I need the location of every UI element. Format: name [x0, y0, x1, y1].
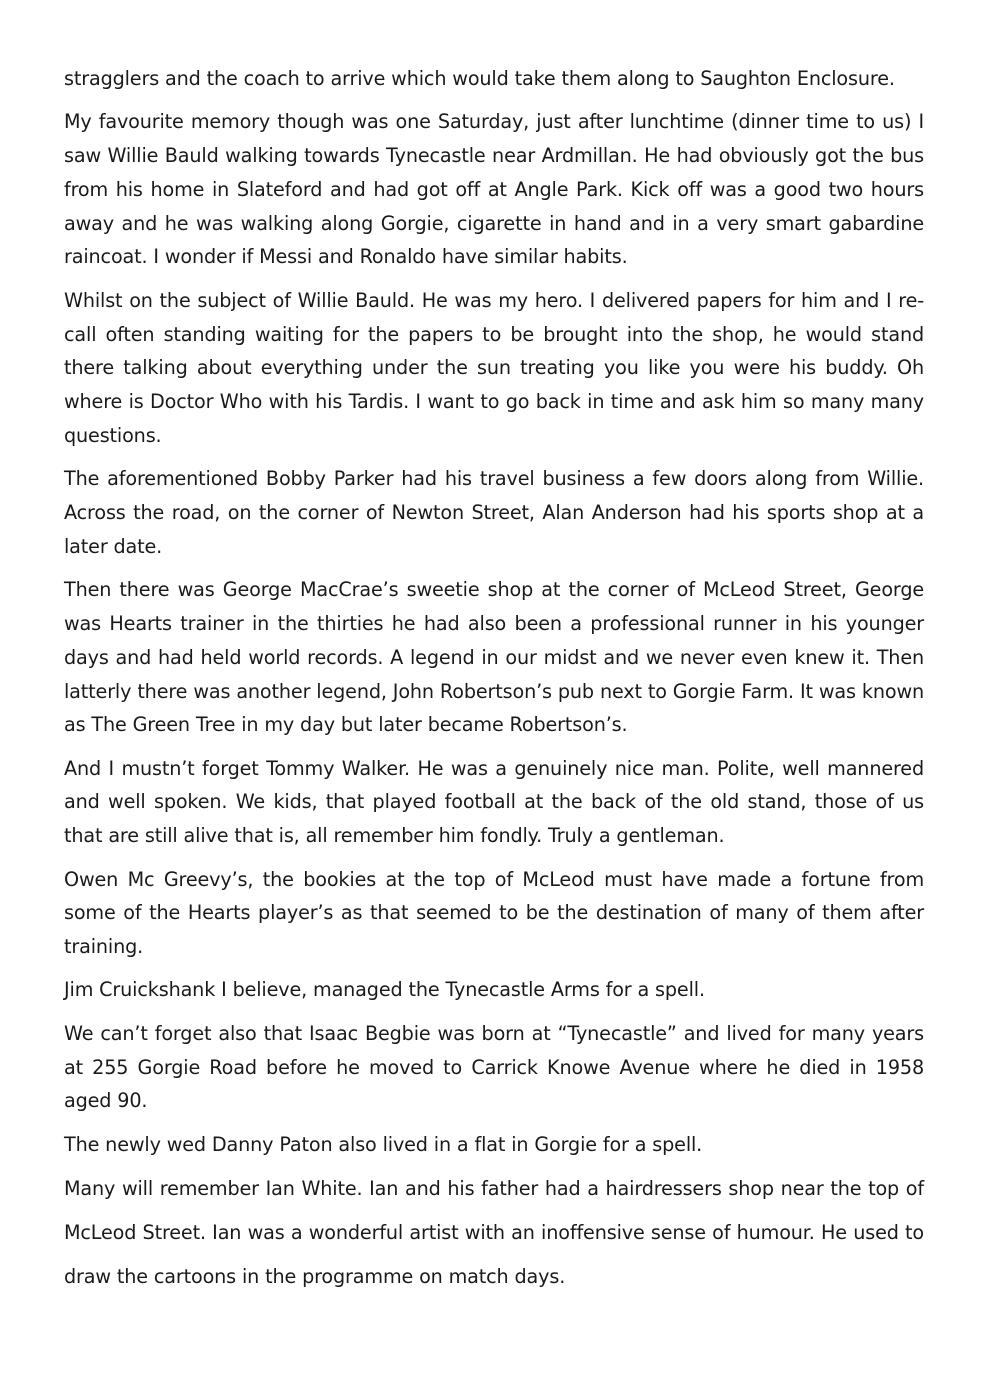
paragraph-5: Then there was George MacCrae’s sweetie shop at the corner of McLeod Street, George was Hearts trainer in the thirties he had also been a professional runner in his younger days and had held world records. A legend in our midst and we never even knew it. Then latterly there was another legend, John Robertson’s pub next to Gorgie Farm. It was known as The Green Tree in my day but later became Robertson’s.: [64, 578, 924, 737]
paragraph-3: Whilst on the subject of Willie Bauld. He was my hero. I delivered papers for him and I re-call often standing waiting for the papers to be brought into the shop, he would stand there talking about everything under the sun treating you like you were his buddy. Oh where is Doctor Who with his Tardis. I want to go back in time and ask him so many many questions.: [64, 288, 924, 447]
paragraph-2: My favourite memory though was one Saturday, just after lunchtime (dinner time to us) I saw Willie Bauld walking towards Tynecastle near Ardmillan. He had obviously got the bus from his home in Slateford and had got off at Angle Park. Kick off was a good two hours away and he was walking along Gorgie, cigarette in hand and in a very smart gabardine raincoat. I wonder if Messi and Ronaldo have similar habits.: [64, 110, 924, 269]
paragraph-6: And I mustn’t forget Tommy Walker. He was a genuinely nice man. Polite, well mannered and well spoken. We kids, that played football at the back of the old stand, those of us that are still alive that is, all remember him fondly. Truly a gentleman.: [64, 756, 924, 848]
paragraph-9: We can’t forget also that Isaac Begbie was born at “Tynecastle” and lived for many years at 255 Gorgie Road before he moved to Carrick Knowe Avenue where he died in 1958 aged 90.: [64, 1021, 924, 1113]
paragraph-8: Jim Cruickshank I believe, managed the Tynecastle Arms for a spell.: [64, 978, 705, 1002]
paragraph-7: Owen Mc Greevy’s, the bookies at the top of McLeod must have made a fortune from some of the Hearts player’s as that seemed to be the destination of many of them after training.: [64, 867, 924, 959]
paragraph-4: The aforementioned Bobby Parker had his travel business a few doors along from Willie. Across the road, on the corner of Newton Street, Alan Anderson had his sports shop at a later date.: [64, 467, 924, 558]
paragraph-10: The newly wed Danny Paton also lived in a flat in Gorgie for a spell.: [64, 1132, 703, 1156]
document-page: [64, 62, 924, 1308]
paragraph-1: stragglers and the coach to arrive which would take them along to Saughton Enclosure.: [64, 67, 895, 90]
paragraph-11: Many will remember Ian White. Ian and his father had a hairdressers shop near the top of McLeod Street. Ian was a wonderful artist with an inoffensive sense of humour. He used to draw the cartoons in the programme on match days.: [64, 1176, 924, 1288]
